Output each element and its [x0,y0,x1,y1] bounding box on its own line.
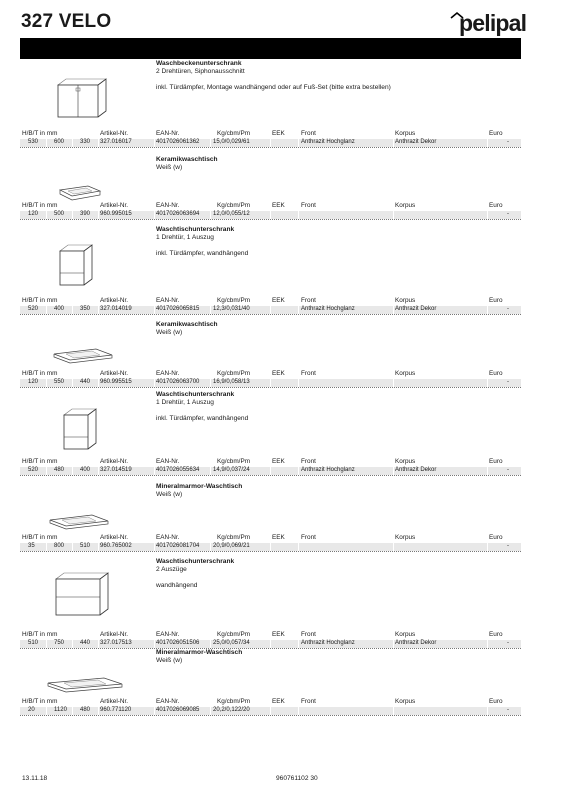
column-header: EEK [272,631,285,638]
table-cell: 25,0/0,057/34 [213,640,250,646]
table-cell: - [507,306,509,312]
cell-separator [46,379,47,387]
column-header: H/B/T in mm [22,202,58,209]
column-header: Korpus [395,631,416,638]
column-header: Front [301,370,316,377]
column-header: EEK [272,297,285,304]
cell-separator [270,707,271,715]
column-header: Front [301,631,316,638]
table-cell: 4017026063700 [156,379,200,385]
table-cell: 960.995015 [100,211,132,217]
table-row [20,543,521,551]
column-header: H/B/T in mm [22,458,58,465]
footer-doc-number: 960761102 30 [276,775,318,782]
cell-separator [298,211,299,219]
product-description: 1 Drehtür, 1 Auszug [156,234,214,241]
table-cell: 4017026051506 [156,640,200,646]
table-cell: Anthrazit Dekor [395,139,437,145]
cell-separator [270,640,271,648]
column-header: Front [301,698,316,705]
page-title: 327 VELO [21,11,112,32]
table-cell: 960.771120 [100,707,132,713]
product-block [20,155,521,225]
header-bar [20,38,521,59]
table-cell: 12,0/0,055/12 [213,211,250,217]
table-cell: 4017026069085 [156,707,200,713]
column-header: Korpus [395,130,416,137]
cell-separator [98,139,99,147]
cell-separator [487,379,488,387]
table-cell: 120 [28,379,39,385]
table-cell: - [507,379,509,385]
column-header: Kg/cbm/Pm [217,458,251,465]
column-header: H/B/T in mm [22,130,58,137]
table-cell: 327.014019 [100,306,132,312]
product-name: Waschbeckenunterschrank [156,60,242,67]
cell-separator [270,211,271,219]
product-description: inkl. Türdämpfer, wandhängend [156,250,249,257]
door-drawer-cabinet-illustration [60,407,100,458]
column-header: Artikel-Nr. [100,631,129,638]
table-cell: 400 [80,467,91,473]
table-cell: Anthrazit Dekor [395,306,437,312]
cell-separator [46,640,47,648]
cell-separator [270,306,271,314]
table-cell: 16,9/0,058/13 [213,379,250,385]
cell-separator [154,306,155,314]
table-cell: 4017026081704 [156,543,200,549]
cell-separator [98,211,99,219]
table-cell: - [507,467,509,473]
cell-separator [72,306,73,314]
cell-separator [210,306,211,314]
table-cell: 960.765002 [100,543,132,549]
cell-separator [487,467,488,475]
product-block [20,225,521,320]
column-header: Kg/cbm/Pm [217,202,251,209]
table-cell: 120 [28,211,39,217]
row-divider [20,314,521,315]
table-header [20,369,521,378]
table-header [20,296,521,305]
column-header: Euro [489,202,503,209]
column-header: EAN-Nr. [156,458,180,465]
table-cell: Anthrazit Hochglanz [301,467,355,473]
cell-separator [210,467,211,475]
cell-separator [487,211,488,219]
cell-separator [298,640,299,648]
column-header: H/B/T in mm [22,534,58,541]
brand-name: pelipal [459,10,527,36]
product-name: Mineralmarmor-Waschtisch [156,649,243,656]
column-header: Kg/cbm/Pm [217,370,251,377]
table-cell: - [507,211,509,217]
cell-separator [72,543,73,551]
cell-separator [298,467,299,475]
row-divider [20,475,521,476]
cell-separator [154,640,155,648]
product-description: inkl. Türdämpfer, Montage wandhängend oder auf Fuß-Set (bitte extra bestellen) [156,84,391,91]
table-cell: 800 [54,543,65,549]
cell-separator [393,467,394,475]
cell-separator [210,640,211,648]
cell-separator [393,640,394,648]
product-name: Waschtischunterschrank [156,391,235,398]
table-header [20,533,521,542]
cell-separator [393,707,394,715]
cell-separator [270,139,271,147]
table-cell: 20,2/0,122/20 [213,707,250,713]
product-description: Weiß (w) [156,164,183,171]
row-divider [20,715,521,716]
table-cell: 960.995515 [100,379,132,385]
footer-date: 13.11.18 [22,775,48,782]
product-name: Waschtischunterschrank [156,558,235,565]
table-cell: - [507,640,509,646]
cell-separator [46,543,47,551]
product-description: 2 Drehtüren, Siphonausschnitt [156,68,245,75]
column-header: Korpus [395,370,416,377]
table-cell: 20 [28,707,35,713]
column-header: Artikel-Nr. [100,130,129,137]
column-header: Artikel-Nr. [100,297,129,304]
column-header: Korpus [395,458,416,465]
product-description: wandhängend [156,582,198,589]
table-cell: 20,9/0,069/21 [213,543,250,549]
table-header [20,457,521,466]
cell-separator [72,707,73,715]
column-header: Korpus [395,297,416,304]
table-cell: 750 [54,640,65,646]
product-name: Keramikwaschtisch [156,321,218,328]
column-header: Front [301,458,316,465]
table-row [20,467,521,475]
table-cell: 530 [28,139,39,145]
cell-separator [98,379,99,387]
cell-separator [210,379,211,387]
product-description: 1 Drehtür, 1 Auszug [156,399,214,406]
column-header: Kg/cbm/Pm [217,698,251,705]
column-header: EAN-Nr. [156,130,180,137]
two-drawer-cabinet-illustration [50,571,114,626]
column-header: Front [301,534,316,541]
cell-separator [487,707,488,715]
table-row [20,379,521,387]
cell-separator [298,379,299,387]
cell-separator [98,543,99,551]
cell-separator [210,211,211,219]
column-header: Korpus [395,698,416,705]
column-header: Kg/cbm/Pm [217,631,251,638]
row-divider [20,551,521,552]
cell-separator [210,139,211,147]
column-header: Kg/cbm/Pm [217,534,251,541]
table-row [20,211,521,219]
column-header: Kg/cbm/Pm [217,130,251,137]
row-divider [20,219,521,220]
column-header: Korpus [395,534,416,541]
cell-separator [210,707,211,715]
product-description: Weiß (w) [156,491,183,498]
table-header [20,630,521,639]
cell-separator [154,139,155,147]
product-name: Keramikwaschtisch [156,156,218,163]
column-header: H/B/T in mm [22,698,58,705]
table-cell: 480 [54,467,65,473]
column-header: Artikel-Nr. [100,458,129,465]
cell-separator [98,306,99,314]
table-header [20,201,521,210]
table-cell: 520 [28,467,39,473]
table-header [20,129,521,138]
table-cell: 500 [54,211,65,217]
column-header: EAN-Nr. [156,297,180,304]
column-header: EEK [272,458,285,465]
column-header: Euro [489,297,503,304]
column-header: EAN-Nr. [156,698,180,705]
table-row [20,139,521,147]
column-header: Front [301,202,316,209]
product-name: Waschtischunterschrank [156,226,235,233]
product-block [20,557,521,648]
cell-separator [154,211,155,219]
table-cell: 4017026065815 [156,306,200,312]
cell-separator [154,467,155,475]
table-cell: 327.017513 [100,640,132,646]
table-cell: Anthrazit Dekor [395,467,437,473]
cell-separator [98,640,99,648]
product-description: inkl. Türdämpfer, wandhängend [156,415,249,422]
cell-separator [487,543,488,551]
cell-separator [46,211,47,219]
column-header: EEK [272,534,285,541]
table-cell: 4017026061362 [156,139,200,145]
product-block [20,59,521,155]
product-description: Weiß (w) [156,657,183,664]
cell-separator [393,139,394,147]
column-header: Front [301,297,316,304]
table-cell: Anthrazit Hochglanz [301,139,355,145]
table-cell: 327.016017 [100,139,132,145]
column-header: H/B/T in mm [22,297,58,304]
column-header: H/B/T in mm [22,631,58,638]
column-header: EEK [272,130,285,137]
cell-separator [487,306,488,314]
product-block [20,390,521,482]
column-header: Euro [489,534,503,541]
cell-separator [154,379,155,387]
product-description: Weiß (w) [156,329,183,336]
product-name: Mineralmarmor-Waschtisch [156,483,243,490]
door-drawer-cabinet-illustration [56,243,96,294]
product-description: 2 Auszüge [156,566,187,573]
column-header: Korpus [395,202,416,209]
table-cell: 350 [80,306,91,312]
table-row [20,707,521,715]
cell-separator [46,707,47,715]
table-cell: 520 [28,306,39,312]
column-header: Euro [489,698,503,705]
table-cell: - [507,543,509,549]
table-header [20,697,521,706]
column-header: EAN-Nr. [156,202,180,209]
product-block [20,648,521,718]
product-block [20,482,521,557]
cell-separator [393,306,394,314]
table-cell: 4017026055634 [156,467,200,473]
table-cell: 440 [80,379,91,385]
cell-separator [298,306,299,314]
cell-separator [298,139,299,147]
column-header: Front [301,130,316,137]
column-header: Artikel-Nr. [100,534,129,541]
table-cell: 600 [54,139,65,145]
two-door-cabinet-illustration [50,75,114,128]
table-cell: 550 [54,379,65,385]
cell-separator [72,211,73,219]
table-cell: 15,0/0,029/61 [213,139,250,145]
row-divider [20,387,521,388]
cell-separator [393,211,394,219]
table-cell: Anthrazit Hochglanz [301,306,355,312]
column-header: Kg/cbm/Pm [217,297,251,304]
cell-separator [487,139,488,147]
column-header: EEK [272,370,285,377]
column-header: Euro [489,631,503,638]
table-cell: 400 [54,306,65,312]
table-cell: 510 [80,543,91,549]
table-cell: 440 [80,640,91,646]
cell-separator [393,379,394,387]
table-cell: 330 [80,139,91,145]
cell-separator [98,467,99,475]
cell-separator [298,543,299,551]
cell-separator [46,306,47,314]
ceramic-basin-illustration [52,345,114,372]
cell-separator [393,543,394,551]
column-header: Euro [489,130,503,137]
column-header: H/B/T in mm [22,370,58,377]
cell-separator [210,543,211,551]
table-row [20,306,521,314]
table-cell: 390 [80,211,91,217]
table-cell: 327.014519 [100,467,132,473]
cell-separator [46,139,47,147]
product-block [20,320,521,390]
column-header: EAN-Nr. [156,370,180,377]
table-cell: 510 [28,640,39,646]
column-header: EEK [272,202,285,209]
cell-separator [72,640,73,648]
column-header: EAN-Nr. [156,631,180,638]
cell-separator [270,467,271,475]
cell-separator [154,707,155,715]
column-header: Artikel-Nr. [100,698,129,705]
column-header: Artikel-Nr. [100,202,129,209]
cell-separator [487,640,488,648]
cell-separator [298,707,299,715]
column-header: EAN-Nr. [156,534,180,541]
column-header: Artikel-Nr. [100,370,129,377]
column-header: EEK [272,698,285,705]
cell-separator [72,139,73,147]
table-cell: - [507,707,509,713]
cell-separator [270,543,271,551]
row-divider [20,147,521,148]
table-cell: 1120 [54,707,67,713]
table-cell: 14,9/0,037/24 [213,467,250,473]
cell-separator [98,707,99,715]
table-row [20,640,521,648]
table-cell: Anthrazit Dekor [395,640,437,646]
cell-separator [46,467,47,475]
table-cell: - [507,139,509,145]
table-cell: 4017026063694 [156,211,200,217]
cell-separator [72,379,73,387]
table-cell: 480 [80,707,91,713]
cell-separator [72,467,73,475]
table-cell: Anthrazit Hochglanz [301,640,355,646]
column-header: Euro [489,370,503,377]
table-cell: 12,3/0,031/40 [213,306,250,312]
column-header: Euro [489,458,503,465]
cell-separator [154,543,155,551]
table-cell: 35 [28,543,35,549]
cell-separator [270,379,271,387]
pelipal-logo [447,6,527,36]
